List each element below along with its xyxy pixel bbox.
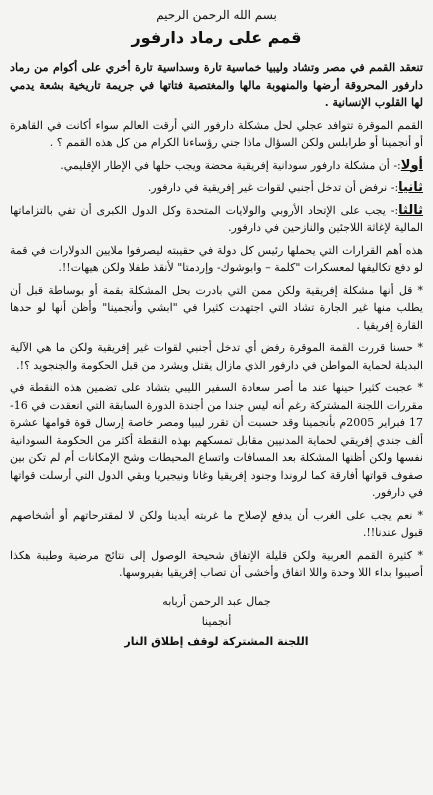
paragraph-african-problem: * قل أنها مشكلة إفريقية ولكن ممن التي بادرت بحل المشكلة بقمة أو بوساطة قبل أن يطلب منها غير الجارة تشاد التي اجتهدت كثيرا في "ابشي وأنجمينا" وأظن أنها لو حدها القارة إفريقيا . <box>10 283 423 332</box>
list-item-second <box>10 179 423 197</box>
paragraph-decisions: هذه أهم القرارات التي يحملها رئيس كل دولة في حقيبته ليصرفوا ملايين الدولارات في قمة لو دفع تكاليفها لمعسكرات "كلمة – وابوشوك- وإردمتا" لأنقذ طفلا ولكن هيهات!!. <box>10 243 423 274</box>
list-marker-third: ثالثا <box>398 202 423 218</box>
list-text-second: :- نرفض أن تدخل أجنبي لقوات غير إفريقية في دارفور. <box>147 181 399 194</box>
paragraph-libyan-ambassador: * عجبت كثيرا حينها عند ما أصر سعادة السفير الليبي بتشاد على تضمين هذه النقطة في مقررات اللجنة المشتركة رغم أنه ليس جندا من أجندة الدورة السابقة التي انعقدت في 16-17 فبراير 2005م بأنجمينا وقد حسبت أن تقرر ليبيا ومصر خاصة إرسال قوة قوامها عشرة ألف جندي إفريقي لحماية المدنيين مقابل تمسكهم بهذه النقطة أكثر من الحكومة السودانية نفسها ولكن أظنها المشكلة بعد المسافات واتساع المحيطات وشح الإمكانات أم لم تكن بين صفوف قواتها أفارقة كما لروندا وجنود إفريقيا وغانا ونيجيريا وبقي الدول التي أرسلت قواتها في دارفور. <box>10 381 423 499</box>
author-city: أنجمينا <box>201 614 232 628</box>
list-marker-first: أولا <box>400 157 423 173</box>
signature-block <box>10 592 423 652</box>
paragraph-intro: تنعقد القمم في مصر وتشاد وليبيا خماسية تارة وسداسية تارة أخري على أكوام من رماد دارفور المحروقة أرضها والمنهوبة مالها والمغتصبة فتاتها في جريمة تاريخية بشعة يدمي لها القلوب الإنسانية . <box>10 60 423 109</box>
bismillah-line: بسم الله الرحمن الرحيم <box>156 8 277 22</box>
paragraph-summits: القمم الموقرة تتوافد عجلي لحل مشكلة دارفور التي أرقت العالم سواء أكانت في القاهرة أو أنجمينا أو طرابلس ولكن السؤال ماذا جني رؤساءنا الكرام من كل هذه القمم ؟ . <box>10 118 423 149</box>
list-item-third <box>10 202 423 237</box>
paragraph-protection: * حسنا قررت القمة الموقرة رفض أي تدخل أجنبي لقوات غير إفريقية ولكن ما هي الآلية البديلة لحماية المواطن في دارفور الذي مازال يقتل ويشرد من قبل الحكومة والجنجويد ؟!. <box>10 341 423 372</box>
list-text-first: :- أن مشكلة دارفور سودانية إفريقية محضة ويجب حلها في الإطار الإقليمي. <box>60 158 401 172</box>
author-organization: اللجنة المشتركة لوقف إطلاق النار <box>124 634 309 648</box>
list-item-first <box>10 157 423 175</box>
author-name: جمال عبد الرحمن أربابه <box>162 594 271 608</box>
paragraph-arab-summits: * كثيرة القمم العربية ولكن قليلة الإتفاق شحيحة الوصول إلى نتائج مرضية وطيبة هكذا أصيبوا بداء اللا وحدة واللا اتفاق وأخشى أن تصاب إفريقيا بفيروسها. <box>10 548 423 579</box>
list-text-third: :- يجب على الإتحاد الأروبي والولايات المتحدة وكل الدول الكبرى أن تفي بالتزاماتها المالية لإغاثة اللاجئين والنازحين في دارفور. <box>10 203 423 234</box>
article-title: قمم على رماد دارفور <box>131 28 302 47</box>
paragraph-west: * نعم يجب على الغرب أن يدفع لإصلاح ما غربته أيدينا ولكن لا لمقترحاتهم أو أشخاصهم قبول عندنا!!. <box>10 508 423 539</box>
list-marker-second: ثانيا <box>398 180 423 195</box>
